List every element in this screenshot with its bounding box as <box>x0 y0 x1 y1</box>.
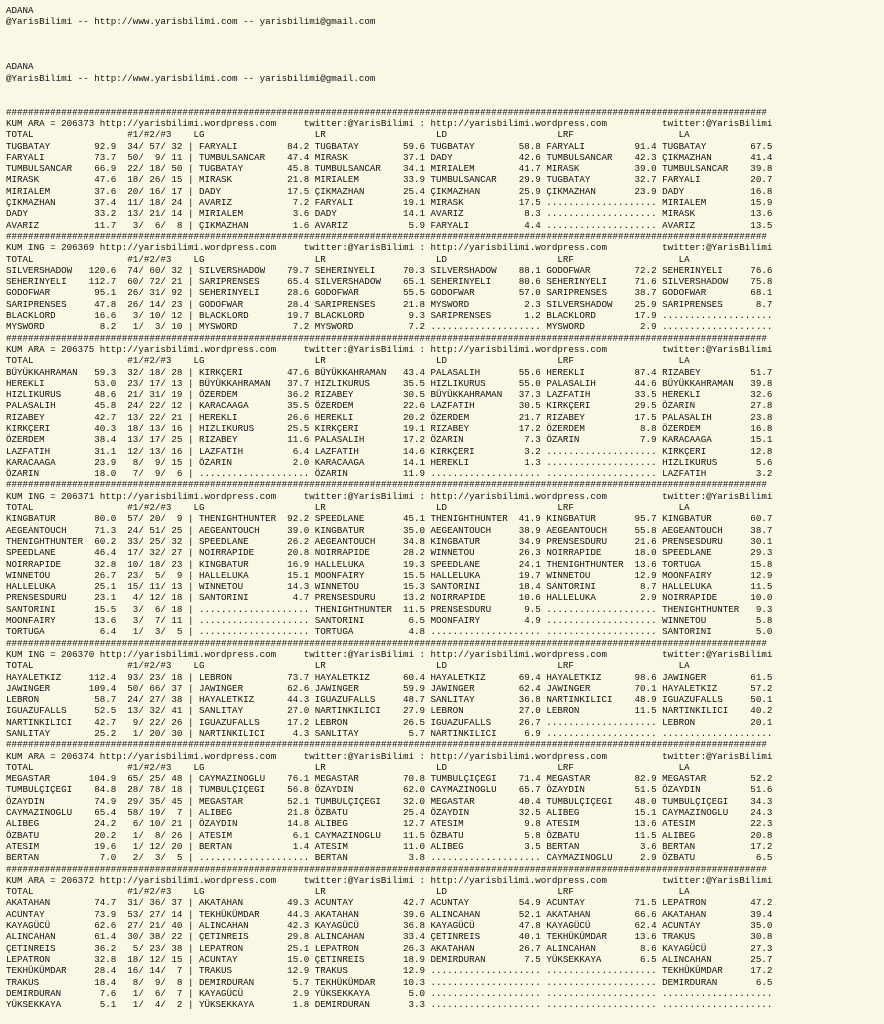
report-line: RIZABEY 42.7 13/ 22/ 21 | HEREKLI 26.6 HEREKLI 20.2 ÖZERDEM 21.7 RIZABEY 17.5 PALASALIH 23.8 <box>6 411 773 423</box>
report-line: JAWINGER 109.4 50/ 66/ 37 | JAWINGER 62.6 JAWINGER 59.9 JAWINGER 62.4 JAWINGER 70.1 HAYALETKIZ 57.2 <box>6 682 773 694</box>
race-header: KUM ARA = 206374 http://yarisbilimi.wordpress.com twitter:@YarisBilimi : http://yarisbilimi.wordpress.com twitter:@YarisBilimi <box>6 750 773 762</box>
report-line: AKATAHAN 74.7 31/ 36/ 37 | AKATAHAN 49.3 ACUNTAY 42.7 ACUNTAY 54.9 ACUNTAY 71.5 LEPATRON 47.2 <box>6 897 773 909</box>
contact-line: @YarisBilimi -- http://www.yarisbilimi.com -- yarisbilimi@gmail.com <box>6 72 376 84</box>
section-separator: ########################################################################################################################################## <box>6 739 767 751</box>
report-line: DEMIRDURAN 7.6 1/ 6/ 7 | KAYAGÜCÜ 2.9 YÜKSEKKAYA 5.0 .................... .................... .................... <box>6 987 773 999</box>
column-header: TOTAL #1/#2/#3 LG LR LD LRF LA <box>6 355 690 367</box>
report-line: THENIGHTHUNTER 60.2 33/ 25/ 32 | SPEEDLANE 26.2 AEGEANTOUCH 34.8 KINGBATUR 34.9 PRENSESDURU 21.6 PRENSESDURU 30.1 <box>6 535 773 547</box>
column-header: TOTAL #1/#2/#3 LG LR LD LRF LA <box>6 761 690 773</box>
report-line: SANLITAY 25.2 1/ 20/ 30 | NARTINKILICI 4.3 SANLITAY 5.7 NARTINKILICI 6.9 .................... .................... <box>6 728 773 739</box>
report-line: FARYALI 73.7 50/ 9/ 11 | TUMBULSANCAR 47.4 MIRASK 37.1 DADY 42.6 TUMBULSANCAR 42.3 ÇIKMAZHAN 41.4 <box>6 151 773 163</box>
report-line: CAYMAZINOGLU 65.4 58/ 19/ 7 | ALIBEG 21.8 ÖZBATU 25.4 ÖZAYDIN 32.5 ALIBEG 15.1 CAYMAZINOGLU 24.3 <box>6 807 773 819</box>
report-line: KAYAGÜCÜ 62.6 27/ 21/ 40 | ALINCAHAN 42.3 KAYAGÜCÜ 36.8 KAYAGÜCÜ 47.8 KAYAGÜCÜ 62.4 ACUNTAY 35.0 <box>6 920 773 932</box>
report-line: KARACAAGA 23.9 8/ 9/ 15 | ÖZARIN 2.0 KARACAAGA 14.1 HEREKLI 1.3 .................... HIZLIKURUS 5.6 <box>6 456 773 468</box>
report-line: SEHERINYELI 112.7 60/ 72/ 21 | SARIPRENSES 65.4 SILVERSHADOW 65.1 SEHERINYELI 80.6 SEHERINYELI 71.6 SILVERSHADOW 75.8 <box>6 276 773 288</box>
race-header: KUM ING = 206370 http://yarisbilimi.wordpress.com twitter:@YarisBilimi : http://yarisbilimi.wordpress.com twitter:@YarisBilimi <box>6 648 773 660</box>
report-line: ALIBEG 24.2 6/ 10/ 21 | ÖZAYDIN 14.8 ALIBEG 12.7 ATESIM 9.8 ATESIM 13.6 ATESIM 22.3 <box>6 818 773 830</box>
report-line: MOONFAIRY 13.6 3/ 7/ 11 | .................... SANTORINI 6.5 MOONFAIRY 4.9 .................... WINNETOU 5.8 <box>6 615 773 627</box>
blank-line <box>6 95 884 106</box>
report-line: HALLELUKA 25.1 15/ 11/ 13 | WINNETOU 14.3 WINNETOU 15.3 SANTORINI 18.4 SANTORINI 8.7 HALLELUKA 11.5 <box>6 581 773 593</box>
column-header: TOTAL #1/#2/#3 LG LR LD LRF LA <box>6 129 690 141</box>
column-header: TOTAL #1/#2/#3 LG LR LD LRF LA <box>6 502 690 514</box>
column-header: TOTAL #1/#2/#3 LG LR LD LRF LA <box>6 253 690 265</box>
race-header: KUM ING = 206369 http://yarisbilimi.wordpress.com twitter:@YarisBilimi : http://yarisbilimi.wordpress.com twitter:@YarisBilimi <box>6 242 773 254</box>
report-line: ÇIKMAZHAN 37.4 11/ 18/ 24 | AVARIZ 7.2 FARYALI 19.1 MIRASK 17.5 .................... MIRIALEM 15.9 <box>6 197 773 209</box>
city-title: ADANA <box>6 5 34 16</box>
report-line: MIRASK 47.6 18/ 26/ 15 | MIRASK 21.8 MIRIALEM 33.9 TUMBULSANCAR 29.9 TUGBATAY 32.7 FARYALI 20.7 <box>6 174 773 186</box>
report-line: SILVERSHADOW 120.6 74/ 60/ 32 | SILVERSHADOW 79.7 SEHERINYELI 70.3 SILVERSHADOW 88.1 GODOFWAR 72.2 SEHERINYELI 76.6 <box>6 264 773 276</box>
race-header: KUM ARA = 206375 http://yarisbilimi.wordpress.com twitter:@YarisBilimi : http://yarisbilimi.wordpress.com twitter:@YarisBilimi <box>6 343 773 355</box>
report-line: YÜKSEKKAYA 5.1 1/ 4/ 2 | YÜKSEKKAYA 1.8 DEMIRDURAN 3.3 .................... .................... .................... <box>6 999 773 1011</box>
race-header: KUM ARA = 206372 http://yarisbilimi.wordpress.com twitter:@YarisBilimi : http://yarisbilimi.wordpress.com twitter:@YarisBilimi <box>6 874 773 886</box>
report-line: MIRIALEM 37.6 20/ 16/ 17 | DADY 17.5 ÇIKMAZHAN 25.4 ÇIKMAZHAN 25.9 ÇIKMAZHAN 23.9 DADY 16.8 <box>6 185 773 197</box>
report-line: AEGEANTOUCH 71.3 24/ 51/ 25 | AEGEANTOUCH 39.0 KINGBATUR 35.0 AEGEANTOUCH 38.9 AEGEANTOUCH 55.8 AEGEANTOUCH 38.7 <box>6 524 773 536</box>
report-line: DADY 33.2 13/ 21/ 14 | MIRIALEM 3.6 DADY 14.1 AVARIZ 8.3 .................... MIRASK 13.6 <box>6 208 773 220</box>
report-line: KIRKÇERI 40.3 18/ 13/ 16 | HIZLIKURUS 25.5 KIRKÇERI 19.1 RIZABEY 17.2 ÖZERDEM 8.8 ÖZERDEM 16.8 <box>6 422 773 434</box>
report-line: ÖZAYDIN 74.9 29/ 35/ 45 | MEGASTAR 52.1 TUMBULÇIÇEGI 32.0 MEGASTAR 40.4 TUMBULÇIÇEGI 48.0 TUMBULÇIÇEGI 34.3 <box>6 795 773 807</box>
report-line: MYSWORD 8.2 1/ 3/ 10 | MYSWORD 7.2 MYSWORD 7.2 .................... MYSWORD 2.9 .................... <box>6 321 773 333</box>
report-line: NARTINKILICI 42.7 9/ 22/ 26 | IGUAZUFALLS 17.2 LEBRON 26.5 IGUAZUFALLS 26.7 .................... LEBRON 20.1 <box>6 716 773 728</box>
contact-line: @YarisBilimi -- http://www.yarisbilimi.com -- yarisbilimi@gmail.com <box>6 16 376 28</box>
city-title: ADANA <box>6 61 34 73</box>
report-line: LAZFATIH 31.1 12/ 13/ 16 | LAZFATIH 6.4 LAZFATIH 14.6 KIRKÇERI 3.2 .................... KIRKÇERI 12.8 <box>6 445 773 457</box>
section-separator: ########################################################################################################################################## <box>6 863 767 875</box>
section-separator: ########################################################################################################################################## <box>6 332 767 344</box>
report-line: SARIPRENSES 47.8 26/ 14/ 23 | GODOFWAR 28.4 SARIPRENSES 21.8 MYSWORD 2.3 SILVERSHADOW 25.9 SARIPRENSES 8.7 <box>6 298 773 310</box>
report-line: TUMBULÇIÇEGI 84.8 28/ 78/ 18 | TUMBULÇIÇEGI 56.8 ÖZAYDIN 62.0 CAYMAZINOGLU 65.7 ÖZAYDIN 51.5 ÖZAYDIN 51.6 <box>6 784 773 796</box>
report-line: NOIRRAPIDE 32.8 10/ 18/ 23 | KINGBATUR 16.9 HALLELUKA 19.3 SPEEDLANE 24.1 THENIGHTHUNTER 13.6 TORTUGA 15.8 <box>6 558 773 570</box>
report-line: HAYALETKIZ 112.4 93/ 23/ 18 | LEBRON 73.7 HAYALETKIZ 60.4 HAYALETKIZ 69.4 HAYALETKIZ 98.6 JAWINGER 61.5 <box>6 671 773 683</box>
report-line: BÜYÜKKAHRAMAN 59.3 32/ 18/ 28 | KIRKÇERI 47.6 BÜYÜKKAHRAMAN 43.4 PALASALIH 55.6 HEREKLI 87.4 RIZABEY 51.7 <box>6 366 773 378</box>
report-line: KINGBATUR 80.0 57/ 20/ 9 | THENIGHTHUNTER 92.2 SPEEDLANE 45.1 THENIGHTHUNTER 41.9 KINGBATUR 95.7 KINGBATUR 60.7 <box>6 513 773 525</box>
blank-line <box>6 39 884 50</box>
report-line: TEKHÜKÜMDAR 28.4 16/ 14/ 7 | TRAKUS 12.9 TRAKUS 12.9 .................... .................... TEKHÜKÜMDAR 17.2 <box>6 965 773 977</box>
report-line: ÖZARIN 18.0 7/ 9/ 6 | .................... ÖZARIN 11.9 .................... .................... LAZFATIH 3.2 <box>6 468 773 480</box>
report-line: PALASALIH 45.8 24/ 22/ 12 | KARACAAGA 35.5 ÖZERDEM 22.6 LAZFATIH 30.5 KIRKÇERI 29.5 ÖZARIN 27.8 <box>6 400 773 412</box>
column-header: TOTAL #1/#2/#3 LG LR LD LRF LA <box>6 886 690 898</box>
race-header: KUM ARA = 206373 http://yarisbilimi.wordpress.com twitter:@YarisBilimi : http://yarisbilimi.wordpress.com twitter:@YarisBilimi <box>6 117 773 129</box>
report-line: TUGBATAY 92.9 34/ 57/ 32 | FARYALI 84.2 TUGBATAY 59.6 TUGBATAY 58.8 FARYALI 91.4 TUGBATAY 67.5 <box>6 140 773 152</box>
report-line: BERTAN 7.0 2/ 3/ 5 | .................... BERTAN 3.8 .................... CAYMAZINOGLU 2.9 ÖZBATU 6.5 <box>6 852 773 864</box>
report-line: ÖZBATU 20.2 1/ 8/ 26 | ATESIM 6.1 CAYMAZINOGLU 11.5 ÖZBATU 5.8 ÖZBATU 11.5 ALIBEG 20.8 <box>6 829 773 841</box>
report-line: IGUAZUFALLS 52.5 13/ 32/ 41 | SANLITAY 27.0 NARTINKILICI 27.9 LEBRON 27.0 LEBRON 11.5 NARTINKILICI 40.2 <box>6 705 773 717</box>
report-line: ACUNTAY 73.9 53/ 27/ 14 | TEKHÜKÜMDAR 44.3 AKATAHAN 39.6 ALINCAHAN 52.1 AKATAHAN 66.6 AKATAHAN 39.4 <box>6 908 773 920</box>
report-line: ÖZERDEM 38.4 13/ 17/ 25 | RIZABEY 11.6 PALASALIH 17.2 ÖZARIN 7.3 ÖZARIN 7.9 KARACAAGA 15.1 <box>6 434 773 446</box>
report-line: SANTORINI 15.5 3/ 6/ 18 | .................... THENIGHTHUNTER 11.5 PRENSESDURU 9.5 .................... THENIGHTHUNTER 9.3 <box>6 603 773 615</box>
report-line: TUMBULSANCAR 66.9 22/ 18/ 50 | TUGBATAY 45.8 TUMBULSANCAR 34.1 MIRIALEM 41.7 MIRASK 39.0 TUMBULSANCAR 39.8 <box>6 163 773 175</box>
section-separator: ########################################################################################################################################## <box>6 230 767 242</box>
blank-line <box>6 84 884 95</box>
report-line: GODOFWAR 95.1 26/ 31/ 92 | SEHERINYELI 28.6 GODOFWAR 55.5 GODOFWAR 57.0 SARIPRENSES 38.7 GODOFWAR 68.1 <box>6 287 773 299</box>
section-separator: ########################################################################################################################################## <box>6 637 767 649</box>
blank-line <box>6 50 884 61</box>
column-header: TOTAL #1/#2/#3 LG LR LD LRF LA <box>6 660 690 672</box>
report-line: AVARIZ 11.7 3/ 6/ 8 | ÇIKMAZHAN 1.6 AVARIZ 5.9 FARYALI 4.4 .................... AVARIZ 13.5 <box>6 219 773 231</box>
report-line: ATESIM 19.6 1/ 12/ 20 | BERTAN 1.4 ATESIM 11.0 ALIBEG 3.5 BERTAN 3.6 BERTAN 17.2 <box>6 840 773 852</box>
report-line: ALINCAHAN 61.4 30/ 38/ 22 | ÇETINREIS 29.8 ALINCAHAN 33.4 ÇETINREIS 40.1 TEKHÜKÜMDAR 13.6 TRAKUS 30.8 <box>6 931 773 943</box>
report-line: TORTUGA 6.4 1/ 3/ 5 | .................... TORTUGA 4.8 .................... .................... SANTORINI 5.0 <box>6 626 773 638</box>
report-line: MEGASTAR 104.9 65/ 25/ 48 | CAYMAZINOGLU 76.1 MEGASTAR 70.8 TUMBULÇIÇEGI 71.4 MEGASTAR 82.9 MEGASTAR 52.2 <box>6 773 773 785</box>
report-line: LEPATRON 32.8 18/ 12/ 15 | ACUNTAY 15.0 ÇETINREIS 18.9 DEMIRDURAN 7.5 YÜKSEKKAYA 6.5 ALINCAHAN 25.7 <box>6 953 773 965</box>
section-separator: ########################################################################################################################################## <box>6 106 767 118</box>
section-separator: ########################################################################################################################################## <box>6 479 767 491</box>
blank-line <box>6 28 884 39</box>
report-line: ÇETINREIS 36.2 5/ 23/ 38 | LEPATRON 25.1 LEPATRON 26.3 AKATAHAN 26.7 ALINCAHAN 8.6 KAYAGÜCÜ 27.3 <box>6 942 773 954</box>
report-line: WINNETOU 26.7 23/ 5/ 9 | HALLELUKA 15.1 MOONFAIRY 15.5 HALLELUKA 19.7 WINNETOU 12.9 MOONFAIRY 12.9 <box>6 569 773 581</box>
race-header: KUM ING = 206371 http://yarisbilimi.wordpress.com twitter:@YarisBilimi : http://yarisbilimi.wordpress.com twitter:@YarisBilimi <box>6 490 773 502</box>
report-line: HIZLIKURUS 48.6 21/ 31/ 19 | ÖZERDEM 36.2 RIZABEY 30.5 BÜYÜKKAHRAMAN 37.3 LAZFATIH 33.5 HEREKLI 32.6 <box>6 389 773 401</box>
report-line: HEREKLI 53.0 23/ 17/ 13 | BÜYÜKKAHRAMAN 37.7 HIZLIKURUS 35.5 HIZLIKURUS 55.0 PALASALIH 44.6 BÜYÜKKAHRAMAN 39.8 <box>6 377 773 389</box>
report-line: TRAKUS 18.4 8/ 9/ 8 | DEMIRDURAN 5.7 TEKHÜKÜMDAR 10.3 .................... .................... DEMIRDURAN 6.5 <box>6 976 773 988</box>
report-line: SPEEDLANE 46.4 17/ 32/ 27 | NOIRRAPIDE 20.8 NOIRRAPIDE 28.2 WINNETOU 26.3 NOIRRAPIDE 18.0 SPEEDLANE 29.3 <box>6 547 773 559</box>
report-line: LEBRON 58.7 24/ 27/ 38 | HAYALETKIZ 44.3 IGUAZUFALLS 48.7 SANLITAY 36.8 NARTINKILICI 48.9 IGUAZUFALLS 50.1 <box>6 694 773 706</box>
report-line: PRENSESDURU 23.1 4/ 12/ 18 | SANTORINI 4.7 PRENSESDURU 13.2 NOIRRAPIDE 10.6 HALLELUKA 2.9 NOIRRAPIDE 10.0 <box>6 592 773 604</box>
report-line: BLACKLORD 16.6 3/ 10/ 12 | BLACKLORD 19.7 BLACKLORD 9.3 SARIPRENSES 1.2 BLACKLORD 17.9 .................... <box>6 310 773 322</box>
